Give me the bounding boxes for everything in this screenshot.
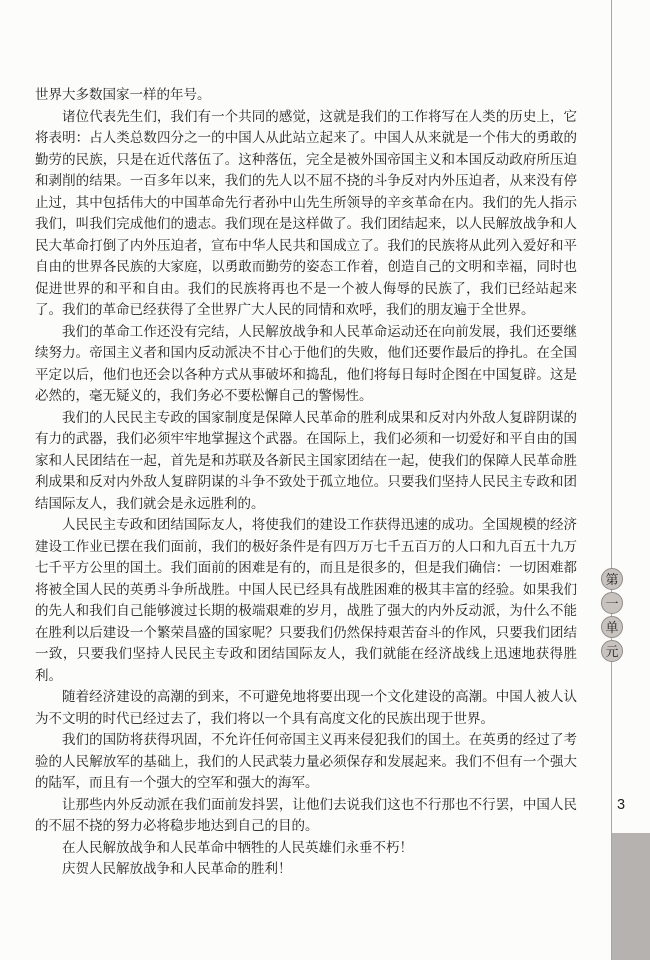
page-number: 3 (617, 797, 626, 813)
paragraph: 我们的革命工作还没有完结，人民解放战争和人民革命运动还在向前发展，我们还要继续努力。帝国主义者和国内反动派决不甘心于他们的失败，他们还要作最后的挣扎。在全国平定以后，他们也还会以各种方式从事破坏和捣乱，他们将每日每时企图在中国复辟。这是必然的，毫无疑义的，我们务必不要松懈自己的警惕性。 (35, 323, 577, 403)
paragraph: 我们的人民民主专政的国家制度是保障人民革命的胜利成果和反对内外敌人复辟阴谋的有力的武器，我们必须牢牢地掌握这个武器。在国际上，我们必须和一切爱好和平自由的国家和人民团结在一起，首先是和苏联及各新民主国家团结在一起，使我们的保障人民革命胜利成果和反对内外敌人复辟阴谋的斗争不致处于孤立地位。只要我们坚持人民民主专政和团结国际友人，我们就会是永远胜利的。 (35, 409, 577, 511)
unit-badge-char (601, 592, 623, 614)
unit-badge-char (601, 616, 623, 638)
unit-badge-char-label: 第 (605, 571, 619, 587)
paragraph-continuation: 世界大多数国家一样的年号。 (35, 87, 211, 102)
corner-tab (612, 833, 650, 960)
unit-badge (600, 568, 624, 662)
unit-badge-char-label: 元 (605, 643, 619, 659)
paragraph: 人民民主专政和团结国际友人，将使我们的建设工作获得迅速的成功。全国规模的经济建设工作业已摆在我们面前，我们的极好条件是有四万万七千五百万的人口和九百五十九万七千平方公里的国土。我们面前的困难是有的，而且是很多的，但是我们确信：一切困难都将被全国人民的英勇斗争所战胜。中国人民已经具有战胜困难的极其丰富的经验。如果我们的先人和我们自己能够渡过长期的极端艰难的岁月，战胜了强大的内外反动派，为什么不能在胜利以后建设一个繁荣昌盛的国家呢？只要我们仍然保持艰苦奋斗的作风，只要我们团结一致，只要我们坚持人民民主专政和团结国际友人，我们就能在经济战线上迅速地获得胜利。 (35, 517, 577, 683)
unit-badge-char-label: 单 (605, 619, 619, 635)
margin-rule (611, 0, 612, 960)
paragraph: 庆贺人民解放战争和人民革命的胜利！ (62, 861, 292, 876)
unit-badge-char (601, 640, 623, 662)
paragraph: 我们的国防将获得巩固，不允许任何帝国主义再来侵犯我们的国土。在英勇的经过了考验的人民解放军的基础上，我们的人民武装力量必须保存和发展起来。我们不但有一个强大的陆军，而且有一个强大的空军和强大的海军。 (35, 732, 577, 790)
paragraph: 随着经济建设的高潮的到来，不可避免地将要出现一个文化建设的高潮。中国人被人认为不文明的时代已经过去了，我们将以一个具有高度文化的民族出现于世界。 (35, 689, 577, 726)
body-text (35, 84, 577, 880)
paragraph: 让那些内外反动派在我们面前发抖罢，让他们去说我们这也不行那也不行罢，中国人民的不屈不挠的努力必将稳步地达到自己的目的。 (35, 796, 577, 833)
unit-badge-char (601, 568, 623, 590)
unit-badge-char-label: 一 (605, 595, 619, 611)
paragraph: 在人民解放战争和人民革命中牺牲的人民英雄们永垂不朽！ (62, 839, 413, 855)
paragraph: 诸位代表先生们，我们有一个共同的感觉，这就是我们的工作将写在人类的历史上，它将表明：占人类总数四分之一的中国人从此站立起来了。中国人从来就是一个伟大的勇敢的勤劳的民族，只是在近代落伍了。这种落伍，完全是被外国帝国主义和本国反动政府所压迫和剥削的结果。一百多年以来，我们的先人以不屈不挠的斗争反对内外压迫者，从来没有停止过，其中包括伟大的中国革命先行者孙中山先生所领导的辛亥革命在内。我们的先人指示我们，叫我们完成他们的遗志。我们现在是这样做了。我们团结起来，以人民解放战争和人民大革命打倒了内外压迫者，宣布中华人民共和国成立了。我们的民族将从此列入爱好和平自由的世界各民族的大家庭，以勇敢而勤劳的姿态工作着，创造自己的文明和幸福，同时也促进世界的和平和自由。我们的民族将再也不是一个被人侮辱的民族了，我们已经站起来了。我们的革命已经获得了全世界广大人民的同情和欢呼，我们的朋友遍于全世界。 (35, 108, 577, 317)
